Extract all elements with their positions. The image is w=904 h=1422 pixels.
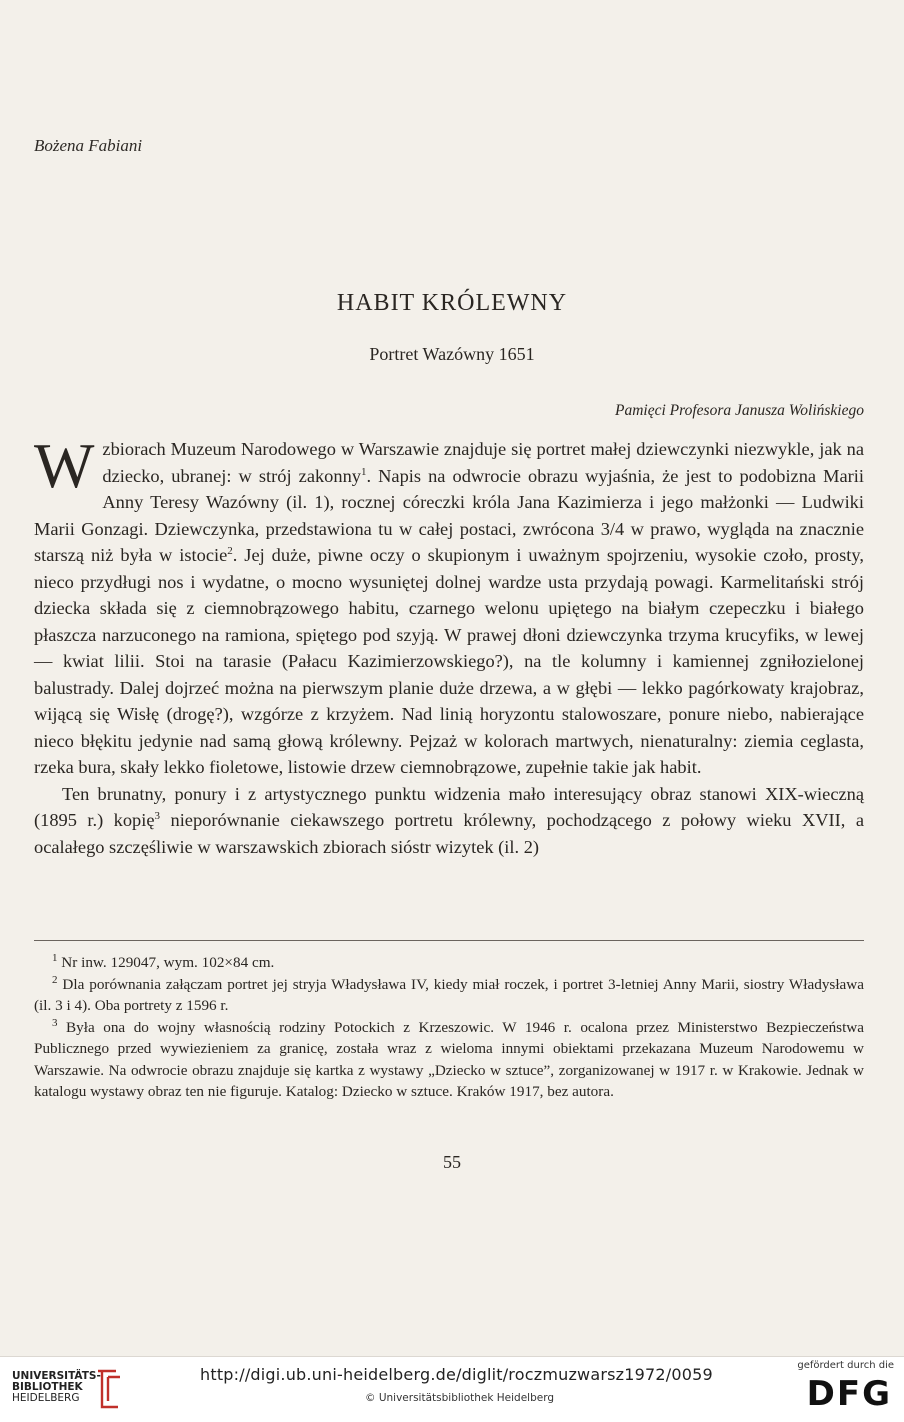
footnotes [34, 952, 864, 1103]
footnote-text: Nr inw. 129047, wym. 102×84 cm. [57, 954, 275, 971]
library-name-line-2: BIBLIOTHEK [12, 1381, 83, 1393]
paragraph-1-text-b: . Napis na odwrocie obrazu wyjaśnia, że jest to podobizna Marii Anny Teresy Wazówny (il. 1), rocznej córeczki króla Jana Kazimierza i jego małżonki — Ludwiki Marii Gonzagi. Dziewczynka, przedstawiona tu w całej postaci, zwrócona 3/4 w prawo, wygląda na znacznie starszą niż była w istocie [34, 465, 864, 565]
digitization-footer [0, 1356, 904, 1422]
footnote-ref-1[interactable]: 1 [360, 465, 367, 478]
paragraph-2-text-a: Ten brunatny, ponury i z artystycznego punktu widzenia mało interesujący obraz stanowi XIX-wieczną (1895 r.) kopię [34, 783, 864, 830]
library-name-line-1: UNIVERSITÄTS- [12, 1370, 101, 1382]
footnote-ref-3[interactable]: 3 [154, 809, 161, 822]
footnote-number: 3 [52, 1016, 58, 1029]
footnote-item [34, 1017, 864, 1103]
copyright-notice: © Universitätsbibliothek Heidelberg [365, 1392, 555, 1404]
body-text [34, 406, 864, 860]
page-number: 55 [443, 1152, 461, 1172]
footnote-number: 2 [52, 973, 58, 986]
paragraph-2-text-b: nieporównanie ciekawszego portretu królewny, pochodzącego z połowy wieku XVII, a ocalałego szczęśliwie w warszawskich zbiorach sióstr wizytek (il. 2) [34, 810, 864, 857]
footnote-text: Dla porównania załączam portret jej stryja Władysława IV, kiedy miał roczek, i portret 3-letniej Anny Marii, siostry Władysława (il. 3 i 4). Oba portrety z 1596 r. [34, 975, 864, 1014]
article-subtitle: Portret Wazówny 1651 [369, 344, 535, 364]
footnote-item [34, 974, 864, 1017]
paragraph-1-text-c: . Jej duże, piwne oczy o skupionym i uważnym spojrzeniu, wysokie czoło, prosty, nieco przydługi nos i wydatne, o mocno wysuniętej dolnej wardze usta przydają powagi. Karmelitański strój dziecka składa się z ciemnobrązowego habitu, czarnego welonu upiętego na białym czepeczku i białego płaszcza narzuconego na ramiona, spiętego pod szyją. W prawej dłoni dziewczynka trzyma krucyfiks, w lewej — kwiat lilii. Stoi na tarasie (Pałacu Kazimierzowskiego?), na tle kolumny i kamiennej zgniłozielonej balustrady. Dalej dojrzeć można na pierwszym planie duże drzewa, a w głębi — lekko pagórkowaty krajobraz, wijącą się Wisłę (drogę?), wzgórze z krzyżem. Nad linią horyzontu stalowoszare, ponure niebo, nabierające nieco błękitu jedynie nad samą głową królewny. Pejzaż w kolorach martwych, nienaturalny: ziemia ceglasta, rzeka bura, skały lekko fioletowe, listowie drzew ciemnobrązowe, zupełnie takie jak habit. [34, 545, 864, 777]
library-name [12, 1371, 101, 1404]
paragraph-1 [34, 406, 864, 781]
dedication: Pamięci Profesora Janusza Wolińskiego [615, 402, 864, 419]
permalink-url[interactable]: http://digi.ub.uni-heidelberg.de/diglit/roczmuzwarsz1972/0059 [200, 1365, 713, 1384]
dfg-logo: DFG [806, 1374, 892, 1414]
sponsor-note: gefördert durch die [797, 1360, 894, 1371]
article-title: HABIT KRÓLEWNY [336, 290, 568, 316]
footnote-divider [34, 940, 864, 941]
paragraph-2 [34, 781, 864, 861]
library-logo-icon [92, 1367, 122, 1411]
footnote-ref-2[interactable]: 2 [227, 544, 233, 557]
library-name-line-3: HEIDELBERG [12, 1392, 80, 1404]
author-name: Bożena Fabiani [34, 136, 143, 155]
footnote-number: 1 [52, 951, 58, 964]
paragraph-1-text-a: zbiorach Muzeum Narodowego w Warszawie znajduje się portret małej dziewczynki niezwykle, jak na dziecko, ubranej: w strój zakonny [102, 439, 864, 486]
footnote-item [34, 952, 864, 974]
footnote-text: Była ona do wojny własnością rodziny Potockich z Krzeszowic. W 1946 r. ocalona przez Ministerstwo Bezpieczeństwa Publicznego przed wywiezieniem za granicę, została wraz z wieloma innymi obiektami przekazana Muzeum Narodowemu w Warszawie. Na odwrocie obrazu znajduje się kartka z wystawy „Dziecko w sztuce”, zorganizowanej w 1917 r. w Krakowie. Jednak w katalogu wystawy obraz ten nie figuruje. Katalog: Dziecko w sztuce. Kraków 1917, bez autora. [34, 1018, 864, 1100]
drop-cap: W [34, 430, 95, 501]
